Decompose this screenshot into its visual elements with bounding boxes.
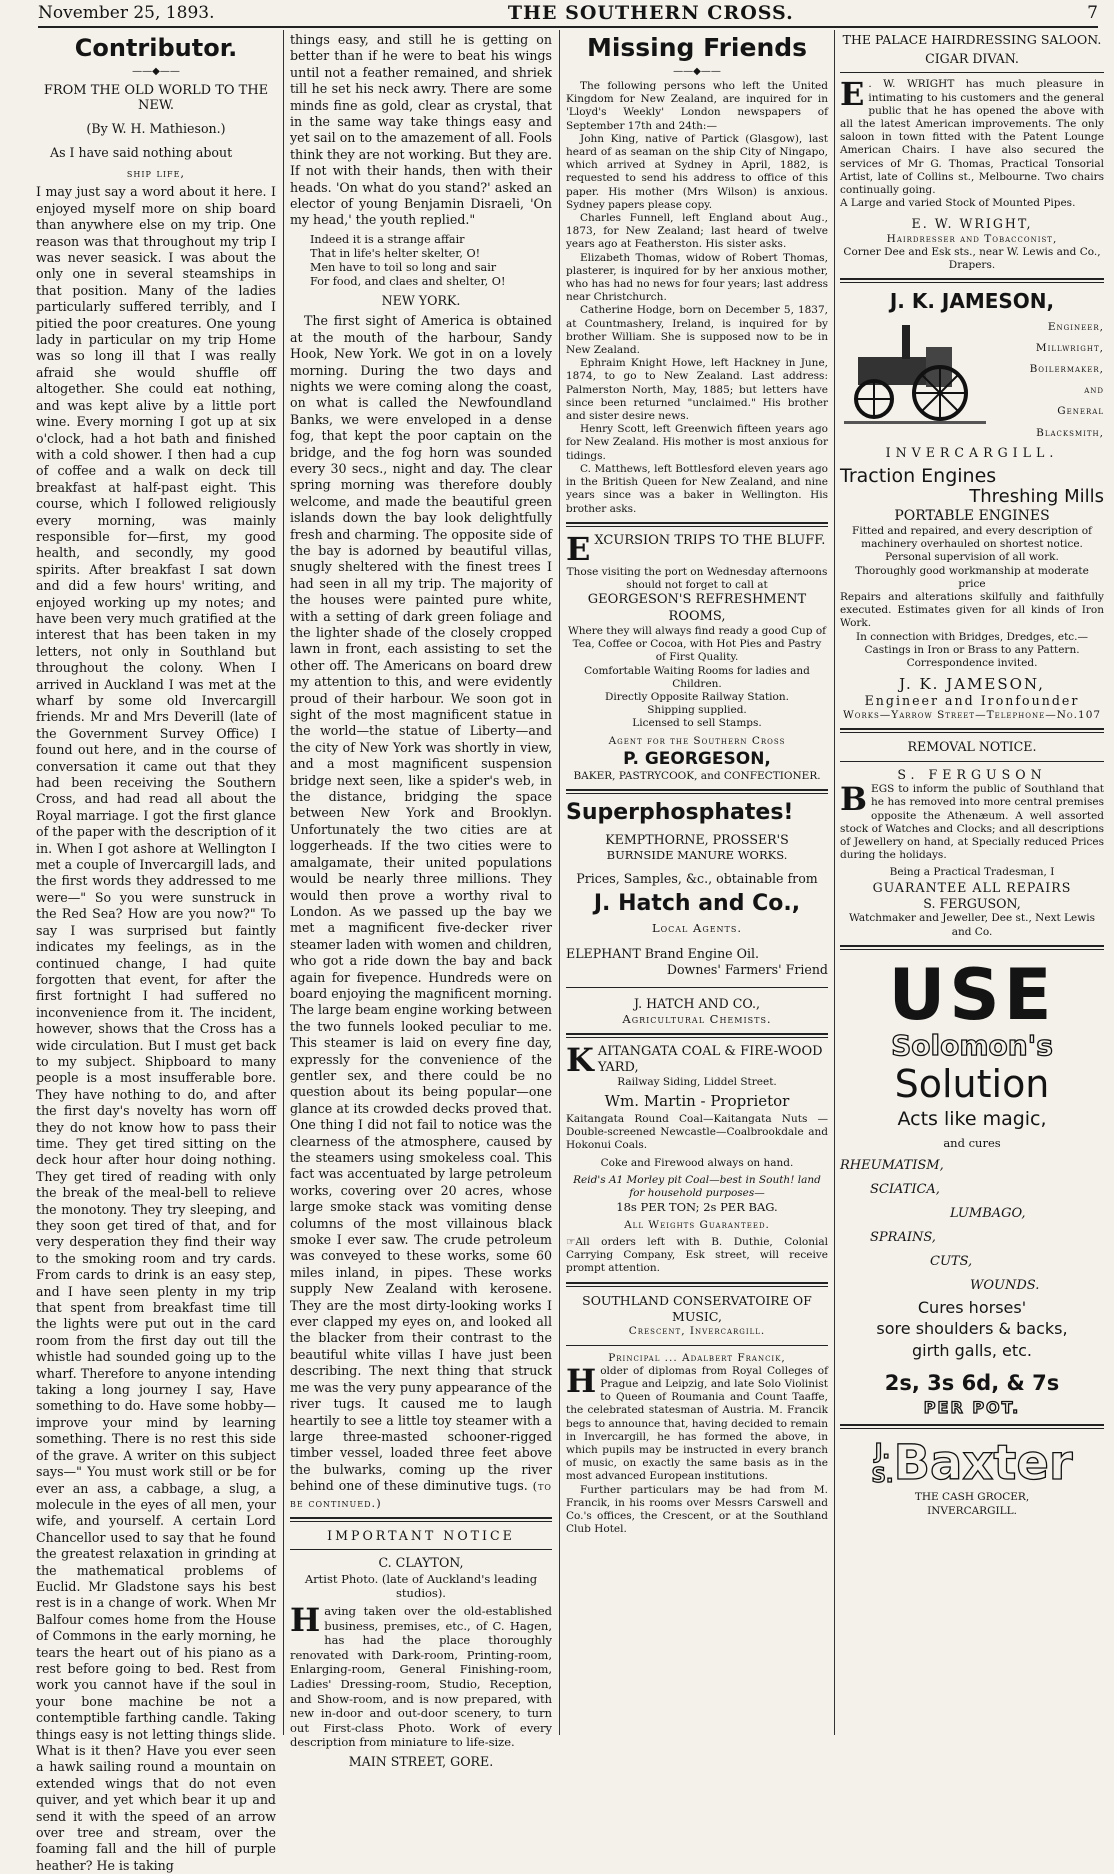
superphosphates-works: BURNSIDE MANURE WORKS. bbox=[606, 848, 788, 863]
column-1 bbox=[36, 32, 276, 1873]
drop-cap: H bbox=[290, 1600, 321, 1639]
jameson-body: Repairs and alterations skilfully and faithfully executed. Estimates given for all kinds of Iron Work. bbox=[840, 591, 1104, 630]
verse-line: For food, and claes and shelter, O! bbox=[310, 274, 506, 288]
double-rule bbox=[290, 1517, 552, 1522]
double-rule bbox=[840, 728, 1104, 733]
ailment: WOUNDS. bbox=[970, 1278, 1040, 1294]
traction-engine-icon bbox=[840, 317, 990, 427]
column-3 bbox=[566, 32, 828, 1734]
jameson-roles bbox=[990, 317, 1104, 422]
hatch-trade: Agricultural Chemists. bbox=[622, 1012, 772, 1027]
jameson-works: Works—Yarrow Street—Telephone—No.107 bbox=[842, 709, 1102, 722]
jameson-role: Blacksmith, bbox=[1036, 427, 1104, 440]
removal-title: REMOVAL NOTICE. bbox=[907, 739, 1037, 755]
to-be-continued: (to be continued.) bbox=[290, 1479, 552, 1510]
excursion-title: XCURSION TRIPS TO THE BLUFF. bbox=[594, 532, 826, 548]
and-cures: and cures bbox=[943, 1135, 1001, 1150]
column-2 bbox=[290, 32, 552, 1769]
removal-guarantee: GUARANTEE ALL REPAIRS bbox=[872, 879, 1072, 895]
coal-weights: All Weights Guaranteed. bbox=[624, 1218, 770, 1231]
missing-person-entry: C. Matthews, left Bottlesford eleven years ago in the British Queen for New Zealand, and nine years since was a baker in Wellington. His brother asks. bbox=[566, 462, 828, 515]
solution-heading: Solution bbox=[894, 1061, 1050, 1106]
column-4 bbox=[840, 32, 1104, 1734]
conservatoire-location: Crescent, Invercargill. bbox=[628, 1325, 766, 1338]
cures-horses: Cures horses' bbox=[917, 1298, 1027, 1318]
conservatoire-further: Further particulars may be had from M. Francik, in his rooms over Messrs Carswell and Co.'s offices, the Crescent, or at the Southland Club Hotel. bbox=[566, 1483, 828, 1536]
rule bbox=[566, 1345, 828, 1346]
coal-types: Kaitangata Round Coal—Kaitangata Nuts —Double-screened Newcastle—Coalbrookdale and Hokonui Coals. bbox=[566, 1112, 828, 1152]
hairdresser-address: Corner Dee and Esk sts., near W. Lewis and Co., Drapers. bbox=[843, 246, 1101, 272]
verse bbox=[310, 233, 552, 289]
double-rule bbox=[566, 789, 828, 794]
jameson-body: Thoroughly good workmanship at moderate price bbox=[855, 564, 1089, 590]
drop-cap: E bbox=[840, 75, 865, 114]
double-rule bbox=[566, 1033, 828, 1038]
solomons-heading: Solomon's bbox=[891, 1028, 1053, 1062]
missing-friends-list bbox=[566, 80, 828, 516]
excursion-intro: Those visiting the port on Wednesday afternoons should not forget to call at bbox=[566, 565, 828, 591]
coal-owner: Wm. Martin - Proprietor bbox=[604, 1091, 790, 1110]
missing-person-entry: John King, native of Partick (Glasgow), last heard of as seaman on the ship City of Ningapo, which arrived at Sydney in April, 1882, is requested to send his address to office of this paper. His mother (Mrs Wilson) is anxious. Sydney papers please copy. bbox=[566, 132, 828, 211]
jameson-portable: PORTABLE ENGINES bbox=[894, 508, 1050, 525]
article-body: I may just say a word about it here. I enjoyed myself more on ship board than anywhere else on my trip. One reason was that throughout my trip I was never seasick. I was about the only one in several steamships in that position. Many of the ladies particularly suffered terribly, and I pitied the poor creatures. One young lady in particular on my trip Home was so long ill that I was really afraid she would shuffle off altogether. She could eat nothing, and was kept alive by a little port wine. Every morning I got up at six o'clock, had a hot bath and finished with a cold shower. I then had a cup of coffee and a walk on deck till breakfast at half-past eight. This course, which I followed religiously every morning, was mainly responsible for—first, my good health, and secondly, my good spirits. After breakfast I sat down and did a few hours' writing, and enjoyed working up my notes; and have been very much gratified at the interest that has been taken in my letters, not only in Southland but throughout the colony. When I arrived in Auckland I was met at the wharf by some old Invercargill friends. Mr and Mrs Deverill (late of the Government Survey Office) I found out here, and in the course of conversation it came out that they had been receiving the Southern Cross, and had read all about the Royal marriage. I got the first glance of the paper with the description of it in. When I got ashore at Wellington I met a couple of Invercargill lads, and the first words they addressed to me were—" So you were sunstruck in the Red Sea? How are you now?" To say I was surprised but faintly indicates my feelings, as in the continued change, I had quite forgotten that event, for after the first fortnight I had suffered no inconvenience from it. The incident, however, shows that the Cross has a wide circulation. But I must get back to my subject. Shipboard to many people is a most insufferable bore. They have nothing to do, and after the first day's novelty has worn off they do not know how to pass their time. They get tired sitting on the deck hour after hour doing nothing. They get tired of reading with only the break of the meal-bell to relieve the monotony. They try sleeping, and they soon get tired of that, and for very desperation they find their way to the smoking room and try cards. From cards to drink is an easy step, and I have seen plenty in my trip that spent from breakfast time till the lights were put out in the card room from the first day out till the whistle had sounded going up to the wharf. Therefore to anyone intending taking a long journey I say, Have something to do. Have some hobby—improve your mind by learning something. There is no rest this side of the grave. A writer on this subject says—" You must work still or be for ever an ass, a cabbage, a slug, a molecule in the eyes of all men, your wife, and yourself. A certain Lord Chancellor used to say that he found the greatest relaxation in grinding at the mathematical problems of Euclid. Mr Gladstone says his best rest is in a change of work. When Mr Balfour comes home from the House of Commons in the early morning, he tears the heart out of his piano as a rest before going to bed. Rest from work you cannot have if the soul in your bone machine be not a contemptible farthing candle. Taking things easy is not letting things slide. What is it then? Have you ever seen a hawk sailing round a mountain on extended wings that do not even quiver, and yet which bear it up and send it with the speed of an arrow over tree and stream, over the foaming fall and the hill of purple heather? He is taking bbox=[36, 184, 276, 1873]
jameson-role: Millwright, bbox=[1035, 342, 1104, 355]
jameson-body: Personal supervision of all work. bbox=[885, 551, 1059, 564]
jameson-town: INVERCARGILL. bbox=[885, 444, 1059, 460]
removal-sign: S. FERGUSON, bbox=[923, 895, 1021, 911]
use-heading: USE bbox=[888, 953, 1056, 1036]
notice-text: aving taken over the old-established business, premises, etc., of C. Hagen, has had the place thoroughly renovated with Dark-room, Printing-room, Enlarging-room, General Finishing-room, Ladies' Dressing-room, Studio, Reception, and Show-room, and is now prepared, with new in-door and out-door scenery, to turn out First-class Photo. Work of every description from miniature to life-size. bbox=[290, 1603, 552, 1750]
hatch-name: J. HATCH AND CO., bbox=[634, 995, 760, 1011]
pointing-hand-icon: ☞ bbox=[566, 1235, 576, 1248]
jameson-role: and bbox=[1084, 384, 1104, 397]
hairdressing-subtitle: CIGAR DIVAN. bbox=[925, 51, 1019, 66]
article-subhead-new-york: NEW YORK. bbox=[381, 292, 461, 308]
ornament-divider: ——◆—— bbox=[673, 66, 721, 77]
coal-title: AITANGATA COAL & FIRE-WOOD YARD, bbox=[597, 1043, 823, 1075]
column-rule bbox=[559, 30, 560, 1735]
ailment: RHEUMATISM, bbox=[840, 1158, 944, 1174]
hairdressing-body bbox=[840, 75, 1104, 197]
article-body-new-york bbox=[290, 313, 552, 1511]
solomons-solution-advert bbox=[840, 953, 1104, 1419]
superphosphates-firm: KEMPTHORNE, PROSSER'S bbox=[605, 831, 789, 847]
coal-orders bbox=[566, 1236, 828, 1276]
superphosphates-oil: ELEPHANT Brand Engine Oil. bbox=[566, 945, 760, 961]
missing-person-entry: Charles Funnell, left England about Aug., 1873, for New Zealand; last heard of twelve years ago at Featherston. His sister asks. bbox=[566, 212, 828, 251]
coal-price: 18s PER TON; 2s PER BAG. bbox=[616, 1200, 778, 1215]
section-heading: Contributor. bbox=[74, 34, 238, 62]
ailment: CUTS, bbox=[930, 1254, 973, 1270]
jameson-role: General bbox=[1057, 405, 1104, 418]
article-subhead: ship life, bbox=[126, 165, 186, 180]
superphosphates-agent: J. Hatch and Co., bbox=[593, 891, 801, 917]
jameson-advert bbox=[840, 289, 1104, 722]
coal-reid: Reid's A1 Morley pit Coal—best in South! land for household purposes— bbox=[573, 1173, 821, 1199]
drop-cap: B bbox=[840, 780, 868, 819]
excursion-trade: BAKER, PASTRYCOOK, and CONFECTIONER. bbox=[573, 769, 821, 782]
rule bbox=[290, 1549, 552, 1550]
article-byline: (By W. H. Mathieson.) bbox=[86, 121, 226, 136]
ailment: LUMBAGO, bbox=[950, 1206, 1026, 1222]
jameson-role: Engineer, bbox=[1047, 321, 1104, 334]
removal-body bbox=[840, 780, 1104, 862]
acts-like-magic: Acts like magic, bbox=[897, 1107, 1047, 1130]
baxter-name: Baxter bbox=[893, 1435, 1073, 1492]
superphosphates-prices: Prices, Samples, &c., obtainable from bbox=[576, 870, 818, 886]
price-list: 2s, 3s 6d, & 7s bbox=[884, 1371, 1060, 1396]
article-title: FROM THE OLD WORLD TO THE NEW. bbox=[43, 83, 269, 113]
double-rule bbox=[566, 1282, 828, 1287]
column-rule bbox=[283, 30, 284, 1735]
coal-wood: Coke and Firewood always on hand. bbox=[600, 1156, 794, 1169]
excursion-body: Where they will always find ready a good Cup of Tea, Coffee or Cocoa, with Hot Pies and Pastry of First Quality. bbox=[567, 624, 827, 664]
jameson-title: J. K. JAMESON, bbox=[889, 289, 1055, 314]
superphosphates-title: Superphosphates! bbox=[566, 799, 794, 825]
baxter-initials bbox=[871, 1439, 893, 1487]
missing-person-entry: Ephraim Knight Howe, left Hackney in June, 1874, to go to New Zealand. Last address: Palmerston North, May, 1885; but letters have since been returned "unclaimed." His brother and sister desire news. bbox=[566, 357, 828, 423]
coal-orders-text: All orders left with B. Duthie, Colonial Carrying Company, Esk street, will receive prompt attention. bbox=[566, 1235, 828, 1275]
missing-friends-intro: The following persons who left the United Kingdom for New Zealand, are inquired for in 'Lloyd's Weekly' London newspapers of September 17th and 24th:— bbox=[566, 80, 828, 132]
hairdresser-name: E. W. WRIGHT, bbox=[911, 216, 1033, 232]
missing-person-entry: Catherine Hodge, born on December 5, 1837, at Countmashery, Ireland, is inquired for by brother William. She is supposed now to be in New Zealand. bbox=[566, 304, 828, 357]
hairdresser-trade: Hairdresser and Tobacconist, bbox=[886, 232, 1058, 245]
removal-trade: Watchmaker and Jeweller, Dee st., Next Lewis and Co. bbox=[849, 912, 1095, 938]
excursion-owner: P. GEORGESON, bbox=[623, 748, 771, 769]
newspaper-title: THE SOUTHERN CROSS. bbox=[507, 2, 794, 24]
ornament-divider: ——◆—— bbox=[132, 66, 180, 77]
removal-name: S. FERGUSON bbox=[897, 766, 1047, 782]
excursion-name: GEORGESON'S REFRESHMENT ROOMS, bbox=[587, 592, 807, 624]
page-number: 7 bbox=[1087, 3, 1098, 23]
superphosphates-friend: Downes' Farmers' Friend bbox=[666, 962, 828, 978]
girth-galls: girth galls, etc. bbox=[911, 1341, 1033, 1361]
excursion-body: Licensed to sell Stamps. bbox=[632, 717, 762, 730]
baxter-town: INVERCARGILL. bbox=[927, 1504, 1017, 1517]
ailment: SPRAINS, bbox=[870, 1230, 936, 1246]
notice-title: IMPORTANT NOTICE bbox=[327, 1527, 515, 1543]
removal-text: EGS to inform the public of Southland that he has removed into more central premises opposite the Athenæum. A well assorted stock of Watches and Clocks; and all descriptions of Jewellery on hand, at Specially reduced Prices during the holidays. bbox=[840, 783, 1104, 862]
excursion-agent: Agent for the Southern Cross bbox=[608, 734, 786, 747]
sore-shoulders: sore shoulders & backs, bbox=[876, 1319, 1068, 1339]
double-rule bbox=[840, 945, 1104, 950]
hairdressing-title: THE PALACE HAIRDRESSING SALOON. bbox=[842, 32, 1102, 47]
notice-address: MAIN STREET, GORE. bbox=[348, 1753, 494, 1769]
hairdressing-text: . W. WRIGHT has much pleasure in intimating to his customers and the general public that he has opened the above with all the latest American improvements. The only saloon in town fitted with the Patent Lounge American Chairs. I have also secured the services of Mr G. Thomas, Practical Tonsorial Artist, late of Collins st., Melbourne. Two chairs continually going. bbox=[840, 78, 1104, 197]
baxter-initial-s: S. bbox=[871, 1463, 894, 1488]
coal-location: Railway Siding, Liddel Street. bbox=[617, 1075, 777, 1088]
article-opening: As I have said nothing about bbox=[50, 145, 233, 161]
jameson-traction: Traction Engines bbox=[840, 465, 997, 488]
drop-cap: H bbox=[566, 1361, 597, 1400]
excursion-body: Shipping supplied. bbox=[647, 704, 747, 717]
conservatoire-title: SOUTHLAND CONSERVATOIRE OF MUSIC, bbox=[582, 1292, 812, 1324]
verse-line: That in life's helter skelter, O! bbox=[310, 246, 481, 260]
rule bbox=[840, 761, 1104, 762]
excursion-body: Directly Opposite Railway Station. bbox=[605, 690, 789, 703]
rule bbox=[566, 987, 828, 988]
superphosphates-advert bbox=[566, 800, 828, 1027]
double-rule bbox=[566, 522, 828, 527]
verse-line: Men have to toil so long and sair bbox=[310, 260, 497, 274]
removal-advert bbox=[840, 739, 1104, 938]
ailments-list bbox=[840, 1154, 1104, 1298]
jameson-mills: Threshing Mills bbox=[969, 486, 1104, 508]
notice-subtitle: Artist Photo. (late of Auckland's leading studios). bbox=[304, 1571, 538, 1601]
baxter-trade: THE CASH GROCER, bbox=[914, 1491, 1030, 1504]
conservatoire-body bbox=[566, 1361, 828, 1484]
excursion-advert bbox=[566, 529, 828, 783]
excursion-body: Comfortable Waiting Rooms for ladies and Children. bbox=[584, 664, 810, 690]
conservatoire-text: older of diplomas from Royal Colleges of Prague and Leipzig, and late Solo Violinist to Queen of Roumania and Count Taaffe, the celebrated statesman of Austria. M. Francik begs to announce that, having decided to remain in Invercargill, he has formed the above, in which pupils may be instructed in every branch of music, on exactly the same basis as in the most advanced European institutions. bbox=[566, 1364, 828, 1483]
jameson-body: Fitted and repaired, and every description of machinery overhauled on shortest notice. bbox=[852, 525, 1092, 551]
ailment: SCIATICA, bbox=[870, 1182, 940, 1198]
drop-cap: E bbox=[566, 529, 591, 568]
double-rule bbox=[840, 278, 1104, 283]
drop-cap: K bbox=[566, 1040, 594, 1079]
baxter-advert bbox=[840, 1435, 1104, 1517]
issue-date: November 25, 1893. bbox=[38, 3, 215, 23]
article-body-continued: things easy, and still he is getting on better than if he were to beat his wings until not a feather remained, and shriek till he set his neck awry. There are some minds fine as gold, clear as crystal, that in the same way take things easy and yet sail on to the amazement of all. Fools think they are not working. But they are. If not with their hands, then with their heads. 'On what do you stand?' asked an elector of young Benjamin Disraeli, 'On my head,' the youth replied." bbox=[290, 32, 552, 228]
baxter-initial-j: J. bbox=[874, 1439, 890, 1464]
superphosphates-local: Local Agents. bbox=[651, 921, 743, 936]
jameson-body: In connection with Bridges, Dredges, etc.—Castings in Iron or Brass to any Pattern. Correspondence invited. bbox=[855, 630, 1089, 670]
per-pot: PER POT. bbox=[923, 1398, 1021, 1418]
conservatoire-principal: Principal ... Adalbert Francik, bbox=[608, 1351, 786, 1364]
missing-friends-heading: Missing Friends bbox=[586, 33, 808, 62]
hairdressing-stock: A Large and varied Stock of Mounted Pipes. bbox=[840, 197, 1076, 210]
verse-line: Indeed it is a strange affair bbox=[310, 232, 465, 246]
new-york-text: The first sight of America is obtained at the mouth of the harbour, Sandy Hook, New York. We got in on a lovely morning. During the two days and nights we were coming along the coast, on what is called the Newfoundland Banks, we were enveloped in a dense fog, that kept the poor captain on the bridge, and the fog horn was sounded every 30 secs., night and day. The clear spring morning was therefore doubly welcome, and made the beautiful green islands down the bay look delightfully fresh and charming. The opposite side of the bay is adorned by beautiful villas, snugly sheltered with the finest trees I had seen in all my trip. The majority of the houses were painted pure white, with a setting of dark green foliage and the lighter shade of the closely cropped lawn in front, each assisting to set the other off. The Americans on board drew my attention to this, and were evidently proud of their harbour. We soon got in sight of the most magnificent statue in the world—the statue of Liberty—and the city of New York was shortly in view, and a most magnificent suspension bridge next seen, like a spider's web, in the distance, bridging the space between New York and Brooklyn. Unfortunately the two cities are at loggerheads. If the two cities were to amalgamate, their united populations would be nearly three millions. They would then prove a worthy rival to London. As we passed up the bay we met a magnificent five-decker river steamer laden with women and children, who got a ride down the bay and back again for fivepence. Hundreds were on board enjoying the magnificent morning. The large beam engine working between the two funnels looked peculiar to me. This steamer is laid on every fine day, expressly for the convenience of the gentler sex, and there could be no question about its being popular—one glance at its crowded decks proved that. One thing I did not fail to notice was the clearness of the atmosphere, caused by the steamers using smokeless coal. This fact was accentuated by large petroleum works, covering over 20 acres, whose large smoke stack was vomiting dense columns of the most villainous black smoke I ever saw. The crude petroleum was conveyed to these works, some 60 miles inland, in pipes. These works supply New Zealand with kerosene. They are the most dirty-looking works I ever clapped my eyes on, and looked all the blacker from their contrast to the beautiful white villas I have just been describing. The next thing that struck me was the very puny appearance of the river tugs. It caused me to laugh heartily to see a little toy steamer with a large three-masted schooner-rigged timber vessel, loaded three feet above the bulwarks, coming up the river behind one of these diminutive tugs. bbox=[290, 313, 552, 1494]
notice-body bbox=[290, 1600, 552, 1750]
jameson-trade: Engineer and Ironfounder bbox=[864, 692, 1080, 708]
conservatoire-advert bbox=[566, 1293, 828, 1537]
column-rule bbox=[834, 30, 835, 1735]
double-rule bbox=[840, 1424, 1104, 1429]
notice-name: C. CLAYTON, bbox=[378, 1555, 464, 1571]
jameson-name: J. K. JAMESON, bbox=[899, 675, 1045, 694]
removal-practical: Being a Practical Tradesman, I bbox=[889, 866, 1055, 879]
masthead bbox=[38, 0, 1098, 28]
missing-person-entry: Henry Scott, left Greenwich fifteen years ago for New Zealand. His mother is most anxious for tidings. bbox=[566, 423, 828, 462]
missing-person-entry: Elizabeth Thomas, widow of Robert Thomas, plasterer, is inquired for by her anxious mother, who has had no news for four years; last address near Christchurch. bbox=[566, 251, 828, 304]
rule bbox=[840, 72, 1104, 73]
jameson-role: Boilermaker, bbox=[1029, 363, 1104, 376]
coal-advert bbox=[566, 1040, 828, 1276]
